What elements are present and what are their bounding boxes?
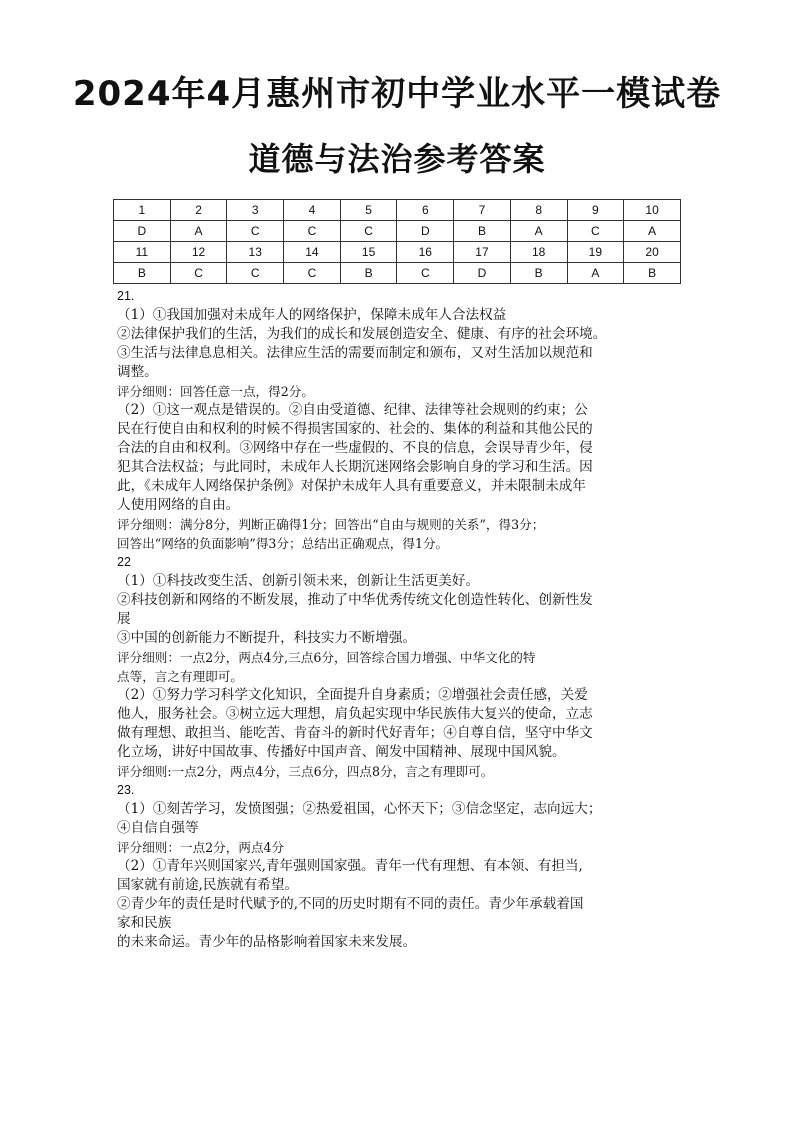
answer-cell: B: [114, 263, 171, 284]
answer-cell: B: [340, 263, 397, 284]
question-number-cell: 15: [340, 242, 397, 263]
answer-cell: C: [284, 263, 341, 284]
answer-cell: D: [397, 221, 454, 242]
answer-text-line: 的未来命运。青少年的品格影响着国家未来发展。: [117, 934, 417, 950]
scoring-rule-line: 点等，言之有理即可。: [117, 669, 243, 684]
answer-cell: B: [624, 263, 681, 284]
answer-text-line: 展: [117, 611, 131, 627]
question-number-cell: 12: [170, 242, 227, 263]
answer-cell: D: [114, 221, 171, 242]
question-number-cell: 17: [454, 242, 511, 263]
question-number-cell: 16: [397, 242, 454, 263]
answer-text-line: 做有理想、敢担当、能吃苦、肯奋斗的新时代好青年；④自尊自信，坚守中华文: [117, 725, 593, 741]
answer-text-line: ④自信自强等: [117, 820, 199, 836]
answer-text-line: ③生活与法律息息相关。法律应生活的需要而制定和颁布，又对生活加以规范和: [117, 345, 593, 361]
answer-row: [114, 263, 681, 284]
question-number-cell: 9: [567, 200, 624, 221]
answer-cell: A: [624, 221, 681, 242]
answer-text-line: 民在行使自由和权利的时候不得损害国家的、社会的、集体的利益和其他公民的: [117, 421, 593, 437]
answer-explanations: [117, 287, 680, 952]
answer-text-line: （1）①刻苦学习，发愤图强；②热爱祖国，心怀天下；③信念坚定，志向远大；: [117, 801, 602, 817]
answer-text-line: 他人，服务社会。③树立远大理想，肩负起实现中华民族伟大复兴的使命，立志: [117, 706, 593, 722]
answer-cell: C: [567, 221, 624, 242]
answer-text-line: （2）①努力学习科学文化知识，全面提升自身素质；②增强社会责任感，关爱: [117, 687, 588, 703]
question-number-cell: 3: [227, 200, 284, 221]
answer-text-line: ②科技创新和网络的不断发展，推动了中华优秀传统文化创造性转化、创新性发: [117, 592, 593, 608]
answer-text-line: 调整。: [117, 364, 158, 380]
scoring-rule-line: 评分细则:一点2分，两点4分，三点6分，四点8分，言之有理即可。: [117, 764, 494, 779]
answer-row: [114, 221, 681, 242]
answer-text-line: ③中国的创新能力不断提升，科技实力不断增强。: [117, 630, 417, 646]
answer-text-line: 合法的自由和权利。③网络中存在一些虚假的、不良的信息，会误导青少年，侵: [117, 440, 593, 456]
answer-cell: C: [227, 263, 284, 284]
answer-cell: C: [340, 221, 397, 242]
answer-text-line: （1）①我国加强对未成年人的网络保护，保障未成年人合法权益: [117, 307, 507, 323]
question-number-cell: 18: [510, 242, 567, 263]
question-number-cell: 7: [454, 200, 511, 221]
question-number: 21.: [117, 289, 135, 303]
answer-text-line: 国家就有前途,民族就有希望。: [117, 877, 299, 893]
question-number-row: [114, 242, 681, 263]
answer-cell: B: [454, 221, 511, 242]
answer-cell: C: [170, 263, 227, 284]
question-number-cell: 19: [567, 242, 624, 263]
answer-text-line: 化立场，讲好中国故事、传播好中国声音、阐发中国精神、展现中国风貌。: [117, 744, 566, 760]
scoring-rule-line: 评分细则：一点2分，两点4分: [117, 840, 285, 855]
answer-cell: D: [454, 263, 511, 284]
answer-text-line: （2）①这一观点是错误的。②自由受道德、纪律、法律等社会规则的约束；公: [117, 402, 588, 418]
question-number-cell: 2: [170, 200, 227, 221]
question-number-cell: 13: [227, 242, 284, 263]
document-subtitle: 道德与法治参考答案: [248, 140, 546, 178]
answer-key-table: [113, 199, 681, 284]
scoring-rule-line: 评分细则：回答任意一点，得2分。: [117, 384, 314, 399]
document-title: 2024年4月惠州市初中学业水平一模试卷: [72, 74, 722, 114]
answer-cell: A: [567, 263, 624, 284]
question-number-cell: 1: [114, 200, 171, 221]
answer-cell: A: [170, 221, 227, 242]
answer-text-line: ②青少年的责任是时代赋予的,不同的历史时期有不同的责任。青少年承载着国: [117, 896, 584, 912]
question-number: 22: [117, 555, 131, 569]
answer-text-line: （2）①青年兴则国家兴,青年强则国家强。青年一代有理想、有本领、有担当,: [117, 858, 583, 874]
question-number-row: [114, 200, 681, 221]
answer-cell: C: [284, 221, 341, 242]
answer-text-line: 犯其合法权益；与此同时，未成年人长期沉迷网络会影响自身的学习和生活。因: [117, 459, 593, 475]
answer-text-line: 家和民族: [117, 915, 172, 931]
answer-cell: C: [397, 263, 454, 284]
answer-text-line: ②法律保护我们的生活，为我们的成长和发展创造安全、健康、有序的社会环境。: [117, 326, 607, 342]
answer-cell: B: [510, 263, 567, 284]
question-number-cell: 20: [624, 242, 681, 263]
question-number-cell: 8: [510, 200, 567, 221]
question-number-cell: 10: [624, 200, 681, 221]
answer-text-line: （1）①科技改变生活、创新引领未来，创新让生活更美好。: [117, 573, 480, 589]
question-number-cell: 11: [114, 242, 171, 263]
question-number: 23.: [117, 783, 135, 797]
answer-cell: A: [510, 221, 567, 242]
answer-text-line: 人使用网络的自由。: [117, 497, 240, 513]
question-number-cell: 5: [340, 200, 397, 221]
question-number-cell: 14: [284, 242, 341, 263]
scoring-rule-line: 评分细则：满分8分，判断正确得1分；回答出“自由与规则的关系”，得3分；: [117, 517, 545, 532]
question-number-cell: 4: [284, 200, 341, 221]
answer-text-line: 此，《未成年人网络保护条例》对保护未成年人具有重要意义，并未限制未成年: [117, 478, 586, 494]
scoring-rule-line: 回答出“网络的负面影响”得3分；总结出正确观点，得1分。: [117, 536, 449, 551]
question-number-cell: 6: [397, 200, 454, 221]
scoring-rule-line: 评分细则：一点2分，两点4分,三点6分，回答综合国力增强、中华文化的特: [117, 650, 536, 665]
answer-cell: C: [227, 221, 284, 242]
